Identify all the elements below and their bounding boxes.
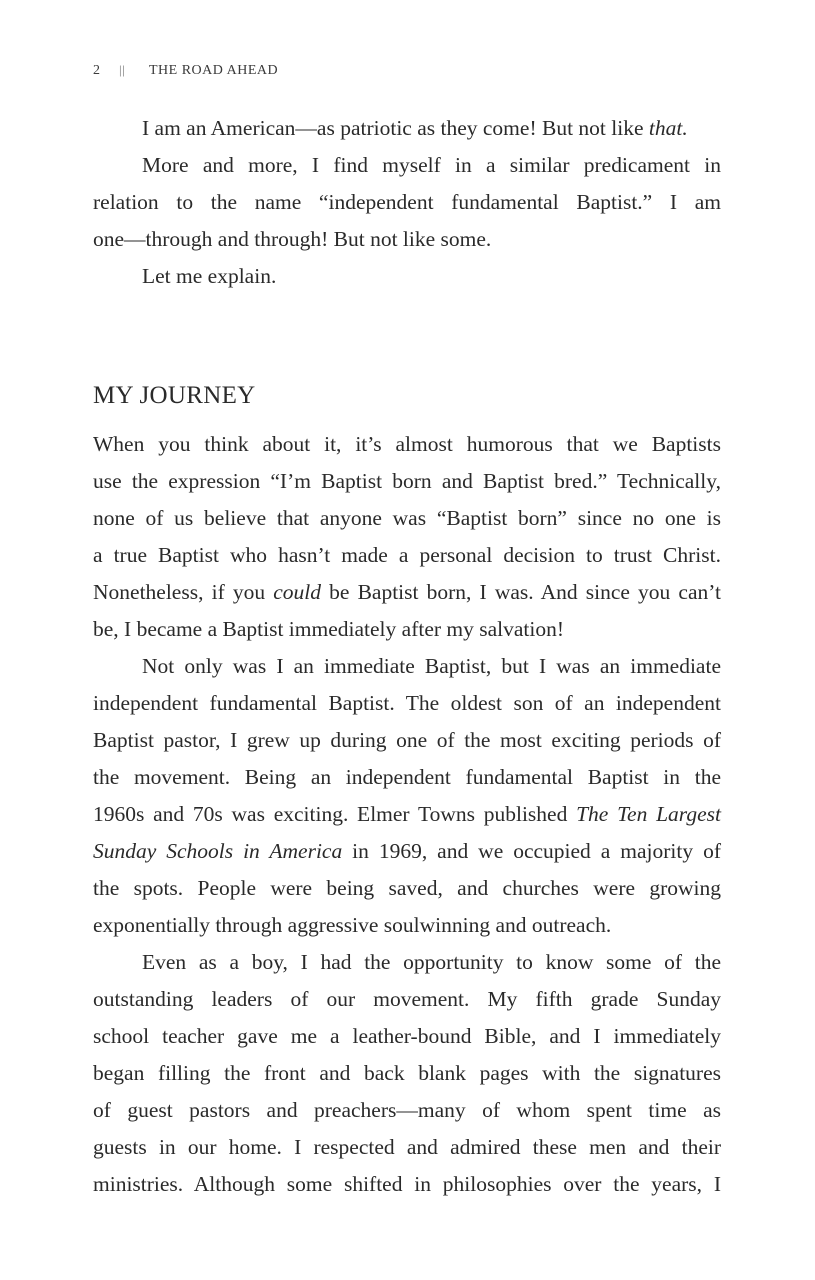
text-run: independent fundamental Baptist. The oldest son of an independent (93, 691, 721, 715)
running-head-separator: || (119, 62, 126, 77)
text-line (93, 463, 721, 500)
text-run: Nonetheless, if you (93, 580, 274, 604)
text-run: Not only was I an immediate Baptist, but I was an immediate (142, 654, 721, 678)
text-run: of guest pastors and preachers—many of whom spent time as (93, 1098, 721, 1122)
text-run: When you think about it, it’s almost humorous that we Baptists (93, 432, 721, 456)
paragraph-1 (93, 426, 721, 648)
paragraph-3 (93, 944, 721, 1203)
text-line (93, 184, 721, 221)
text-line (93, 759, 721, 796)
italic-run: could (273, 580, 322, 604)
text-line (93, 110, 721, 147)
text-run: be, I became a Baptist immediately after my salvation! (93, 617, 565, 641)
text-line (93, 258, 721, 295)
text-run: Even as a boy, I had the opportunity to know some of the (142, 950, 721, 974)
text-line (93, 870, 721, 907)
text-line (93, 611, 721, 648)
text-run: none of us believe that anyone was “Baptist born” since no one is (93, 506, 721, 530)
text-line (93, 147, 721, 184)
text-run: school teacher gave me a leather-bound Bible, and I immediately (93, 1024, 721, 1048)
italic-run: The Ten Largest (576, 802, 722, 826)
text-run: one—through and through! But not like some. (93, 227, 492, 251)
text-line (93, 944, 721, 981)
text-line (93, 833, 721, 870)
running-head-title: THE ROAD AHEAD (149, 63, 279, 78)
text-run: began filling the front and back blank pages with the signatures (93, 1061, 721, 1085)
text-line (93, 648, 721, 685)
text-line (93, 1018, 721, 1055)
page-number: 2 (93, 63, 101, 78)
text-line (93, 722, 721, 759)
text-run: be Baptist born, I was. And since you can’t (321, 580, 721, 604)
text-run: a true Baptist who hasn’t made a personal decision to trust Christ. (93, 543, 721, 567)
text-run: 1960s and 70s was exciting. Elmer Towns published (93, 802, 577, 826)
paragraph-2 (93, 648, 721, 944)
intro-block (93, 110, 721, 295)
text-line (93, 1166, 721, 1203)
text-run: use the expression “I’m Baptist born and Baptist bred.” Technically, (93, 469, 721, 493)
text-run: the spots. People were being saved, and churches were growing (93, 876, 721, 900)
text-run: Let me explain. (142, 264, 277, 288)
text-line (93, 1129, 721, 1166)
text-run: guests in our home. I respected and admired these men and their (93, 1135, 721, 1159)
text-run: exponentially through aggressive soulwinning and outreach. (93, 913, 612, 937)
text-line (93, 574, 721, 611)
text-line (93, 981, 721, 1018)
running-head (93, 62, 278, 79)
text-line (93, 1055, 721, 1092)
text-run: ministries. Although some shifted in philosophies over the years, I (93, 1172, 721, 1196)
text-line (93, 796, 721, 833)
text-run: Baptist pastor, I grew up during one of the most exciting periods of (93, 728, 721, 752)
italic-run: that. (648, 116, 688, 140)
section-heading: MY JOURNEY (93, 382, 256, 409)
text-run: in 1969, and we occupied a majority of (342, 839, 721, 863)
text-run: outstanding leaders of our movement. My fifth grade Sunday (93, 987, 721, 1011)
text-line (93, 685, 721, 722)
text-run: More and more, I find myself in a similar predicament in (142, 153, 721, 177)
text-run: the movement. Being an independent fundamental Baptist in the (93, 765, 721, 789)
text-run: relation to the name “independent fundamental Baptist.” I am (93, 190, 721, 214)
text-line (93, 537, 721, 574)
italic-run: Sunday Schools in America (93, 839, 343, 863)
text-line (93, 500, 721, 537)
text-line (93, 221, 721, 258)
text-line (93, 426, 721, 463)
text-line (93, 1092, 721, 1129)
text-line (93, 907, 721, 944)
text-run: I am an American—as patriotic as they come! But not like (142, 116, 649, 140)
